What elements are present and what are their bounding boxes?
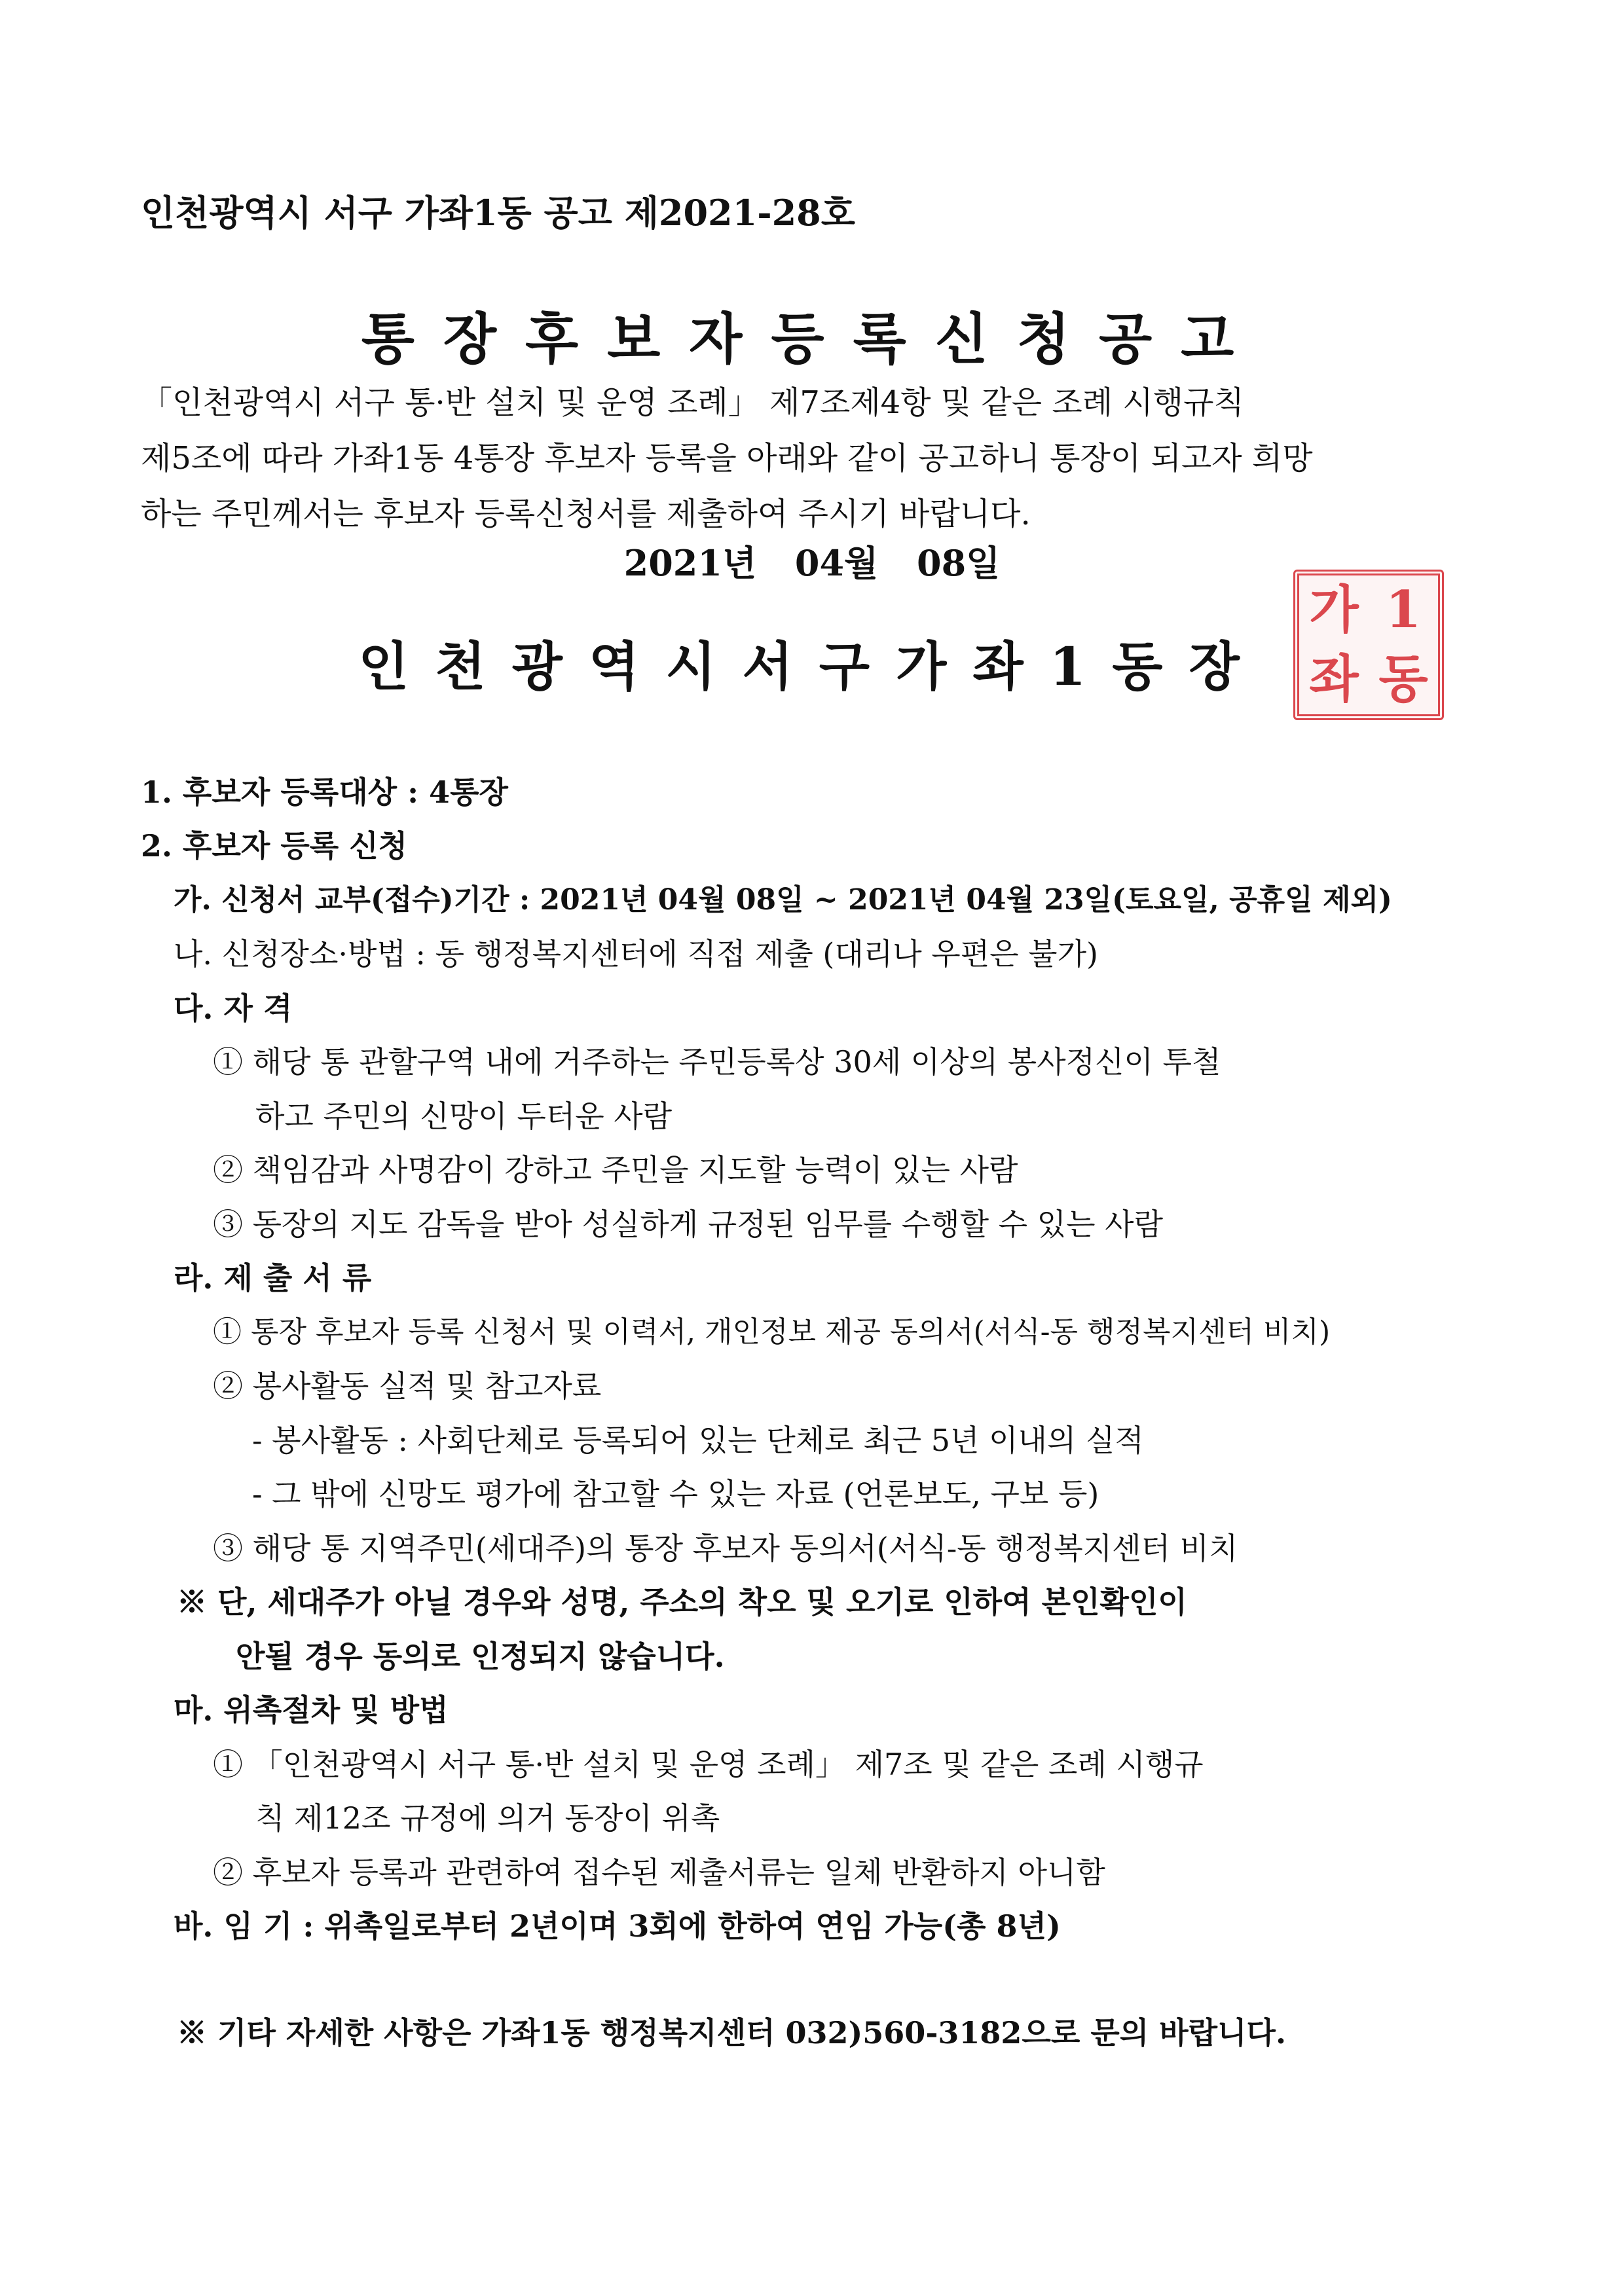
seal-char: 1 (1385, 580, 1422, 640)
issuer-name: 인천광역시서구가좌1동장 (358, 636, 1266, 697)
qualification-2: ② 책임감과 사명감이 강하고 주민을 지도할 능력이 있는 사람 (213, 1152, 1018, 1188)
document-2-sub-2: - 그 밖에 신망도 평가에 참고할 수 있는 자료 (언론보도, 구보 등) (252, 1476, 1099, 1512)
footer-contact: ※ 기타 자세한 사항은 가좌1동 행정복지센터 032)560-3182으로 문의 바랍니다. (177, 2015, 1286, 2050)
qualification-1-cont: 하고 주민의 신망이 두터운 사람 (255, 1099, 673, 1134)
item-period: 가. 신청서 교부(접수)기간 : 2021년 04월 08일 ~ 2021년 04월 23일(토요일, 공휴일 제외) (174, 883, 1392, 917)
qualification-3: ③ 동장의 지도 감독을 받아 성실하게 규정된 임무를 수행할 수 있는 사람 (213, 1207, 1164, 1242)
intro-line-3: 하는 주민께서는 후보자 등록신청서를 제출하여 주시기 바랍니다. (141, 496, 1031, 532)
intro-line-2: 제5조에 따라 가좌1동 4통장 후보자 등록을 아래와 같이 공고하니 통장이 되고자 희망 (141, 440, 1313, 477)
seal-char: 가 (1309, 580, 1359, 640)
section-application: 2. 후보자 등록 신청 (141, 828, 408, 864)
procedure-1-cont: 칙 제12조 규정에 의거 동장이 위촉 (255, 1800, 720, 1836)
item-documents-heading: 라. 제 출 서 류 (174, 1260, 372, 1296)
item-place-method: 나. 신청장소·방법 : 동 행정복지센터에 직접 제출 (대리나 우편은 불가) (174, 936, 1099, 972)
item-procedure-heading: 마. 위촉절차 및 방법 (174, 1692, 449, 1728)
note-consent-cont: 안될 경우 동의로 인정되지 않습니다. (236, 1639, 725, 1674)
official-seal (1293, 570, 1444, 720)
seal-char: 좌 (1309, 649, 1359, 709)
notice-date: 2021년 04월 08일 (623, 542, 1001, 584)
document-1: ① 통장 후보자 등록 신청서 및 이력서, 개인정보 제공 동의서(서식-동 행정복지센터 비치) (213, 1315, 1331, 1349)
notice-number: 인천광역시 서구 가좌1동 공고 제2021-28호 (141, 192, 855, 234)
document-2: ② 봉사활동 실적 및 참고자료 (213, 1368, 602, 1404)
note-consent: ※ 단, 세대주가 아닐 경우와 성명, 주소의 착오 및 오기로 인하여 본인확인이 (177, 1584, 1187, 1620)
procedure-2: ② 후보자 등록과 관련하여 접수된 제출서류는 일체 반환하지 아니함 (213, 1855, 1105, 1890)
procedure-1: ① 「인천광역시 서구 통·반 설치 및 운영 조례」 제7조 및 같은 조례 시행규 (213, 1747, 1204, 1782)
notice-title: 통장후보자등록신청공고 (361, 306, 1263, 371)
item-qualification-heading: 다. 자 격 (174, 991, 293, 1026)
intro-line-1: 「인천광역시 서구 통·반 설치 및 운영 조례」 제7조제4항 및 같은 조례 시행규칙 (141, 384, 1244, 421)
section-target: 1. 후보자 등록대상 : 4통장 (141, 774, 508, 810)
document-3: ③ 해당 통 지역주민(세대주)의 통장 후보자 동의서(서식-동 행정복지센터 비치 (213, 1531, 1238, 1566)
document-2-sub-1: - 봉사활동 : 사회단체로 등록되어 있는 단체로 최근 5년 이내의 실적 (252, 1423, 1144, 1458)
item-term: 바. 임 기 : 위촉일로부터 2년이며 3회에 한하여 연임 가능(총 8년) (174, 1908, 1061, 1944)
qualification-1: ① 해당 통 관할구역 내에 거주하는 주민등록상 30세 이상의 봉사정신이 투철 (213, 1044, 1221, 1080)
seal-char: 동 (1378, 649, 1428, 709)
